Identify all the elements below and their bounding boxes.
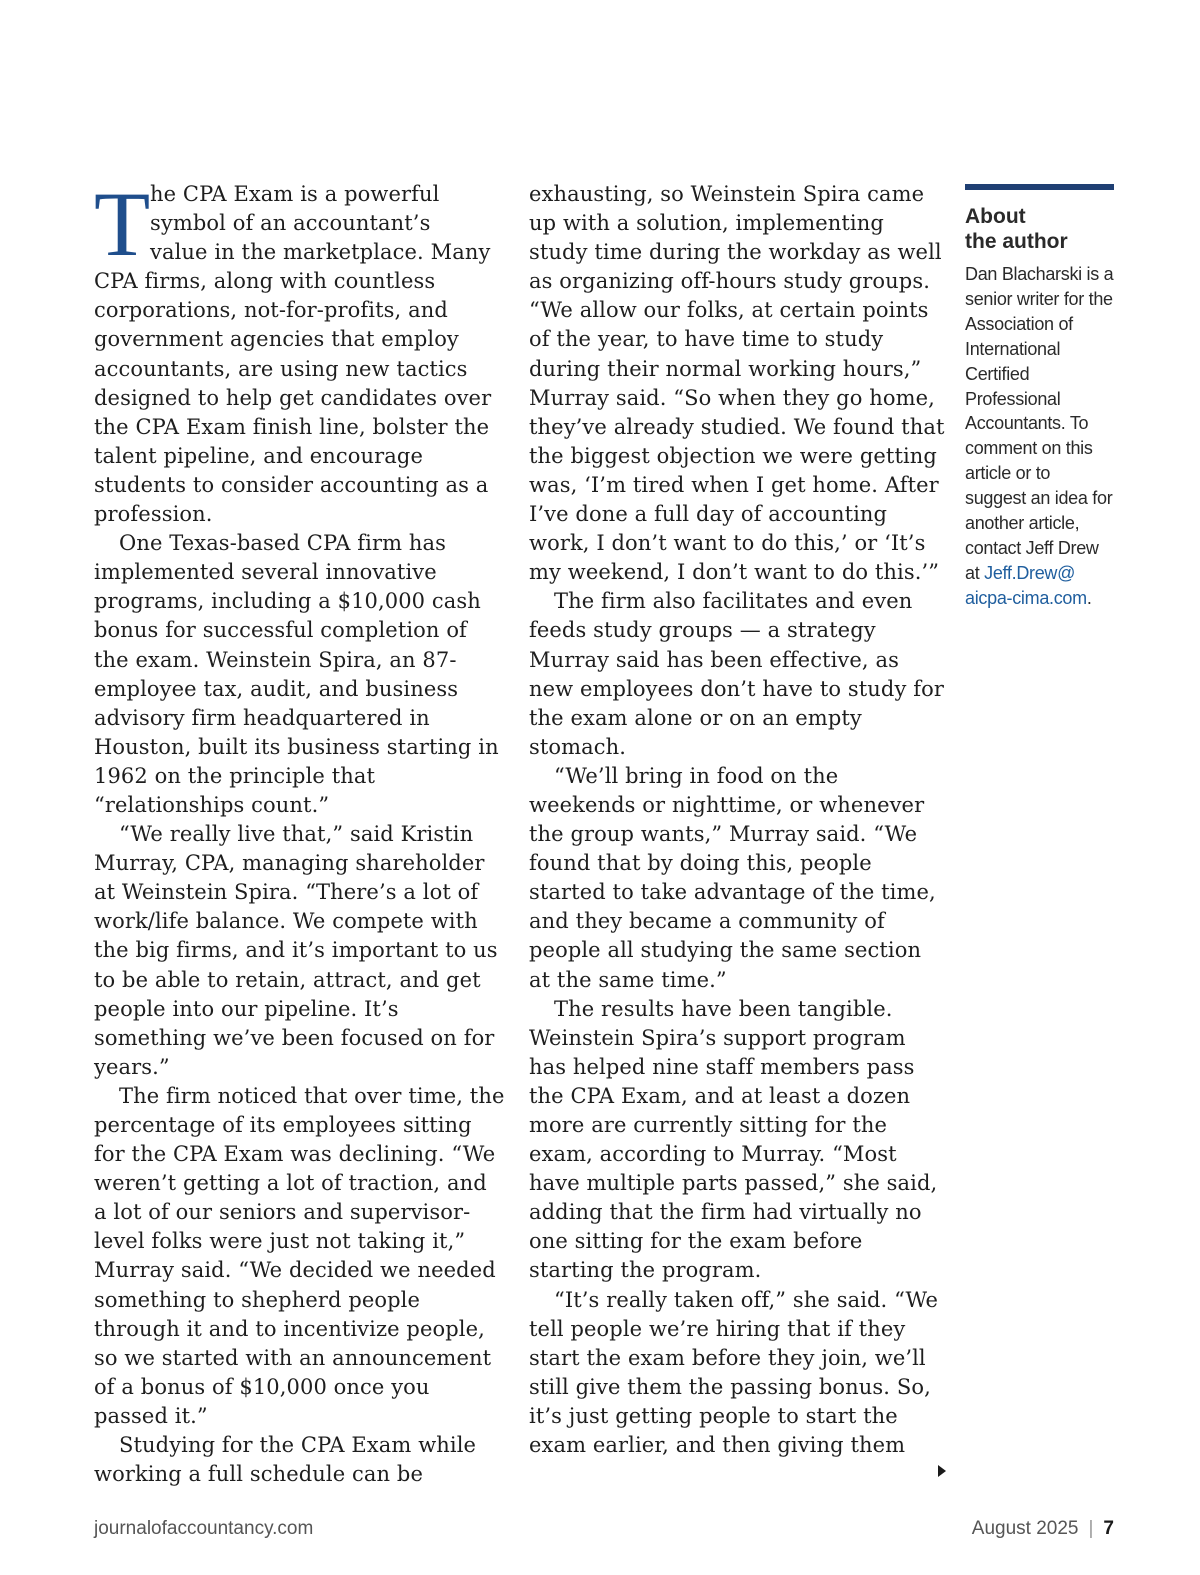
paragraph: “We’ll bring in food on the weekends or nighttime, or whenever the group wants,” Murray said. “We found that by doing this, people started to take advantage of the time, and they became a community of people all studying the same section at the same time.” (529, 763, 936, 992)
footer-site-url: journalofaccountancy.com (94, 1518, 314, 1539)
sidebar-title-line-2: the author (965, 230, 1068, 253)
footer-date: August 2025 (971, 1518, 1079, 1539)
email-part-2: aicpa-cima.com (965, 587, 1087, 608)
footer-page-info (972, 1518, 1114, 1540)
email-period: . (1086, 587, 1092, 608)
paragraph: “It’s really taken off,” she said. “We tell people we’re hiring that if they start the exam before they join, we’ll still give them the passing bonus. So, it’s just getting people to start the exam earlier, and then giving them (529, 1287, 939, 1458)
contact-email-link[interactable] (965, 563, 1087, 608)
continue-arrow-icon (938, 1465, 946, 1477)
footer-separator: | (1088, 1518, 1094, 1539)
drop-cap: T (94, 173, 151, 275)
author-bio: Dan Blacharski is a senior writer for the Association of International Certified Professional Accountants. (965, 264, 1114, 434)
lead-line-1: he CPA Exam is a powerful (150, 182, 440, 206)
paragraph: The firm also facilitates and even feeds study groups — a strategy Murray said has been effective, as new employees don’t have to study for the exam alone or on an empty stomach. (529, 589, 944, 759)
paragraph: The firm noticed that over time, the percentage of its employees sitting for the CPA Exam was declining. “We weren’t getting a lot of traction, and a lot of our seniors and supervisor-level folks were just not taking it,” Murray said. “We decided we needed something to shepherd people through it and to incentivize people, so we started with an announcement of a bonus of $10,000 once you passed it.” (94, 1083, 505, 1428)
page-number: 7 (1103, 1518, 1114, 1539)
about-author-sidebar (965, 184, 1115, 611)
email-part-1: Jeff.Drew@ (984, 562, 1076, 583)
lead-paragraph-tail: CPA firms, along with countless corporations, not-for-profits, and government agencies that employ accountants, are using new tactics designed to help get candidates over the CPA Exam finish line, bolster the talent pipeline, and encourage students to consider accounting as a profession. (94, 269, 492, 527)
comment-prompt: To comment on this article or to suggest an idea for another article, contact Jeff Drew at (965, 413, 1113, 583)
lead-line-2: symbol of an accountant’s (150, 211, 431, 236)
sidebar-rule (965, 184, 1114, 190)
paragraph: “We really live that,” said Kristin Murray, CPA, managing shareholder at Weinstein Spira. “There’s a lot of work/life balance. We compete with the big firms, and it’s important to us to be able to retain, attract, and get people into our pipeline. It’s something we’ve been focused on for years.” (94, 822, 498, 1079)
paragraph: The results have been tangible. Weinstein Spira’s support program has helped nine staff members pass the CPA Exam, and at least a dozen more are currently sitting for the exam, according to Murray. “Most have multiple parts passed,” she said, adding that the firm had virtually no one sitting for the exam before starting the program. (529, 996, 938, 1283)
article-column-right (529, 180, 945, 1460)
lead-paragraph (94, 173, 506, 529)
sidebar-title (965, 204, 1115, 254)
sidebar-title-line-1: About (965, 205, 1026, 228)
paragraph: One Texas-based CPA firm has implemented several innovative programs, including a $10,000 cash bonus for successful completion of the exam. Weinstein Spira, an 87-employee tax, audit, and business advisory firm headquartered in Houston, built its business starting in 1962 on the principle that “relationships count.” (94, 531, 499, 817)
sidebar-body (965, 262, 1115, 611)
paragraph-continuation: exhausting, so Weinstein Spira came up with a solution, implementing study time during the workday as well as organizing off-hours study groups. “We allow our folks, at certain points of the year, to have time to study during their normal working hours,” Murray said. “So when they go home, they’ve already studied. We found that the biggest objection we were getting was, ‘I’m tired when I get home. After I’ve done a full day of accounting work, I don’t want to do this,’ or ‘It’s my weekend, I don’t want to do this.’” (529, 182, 945, 585)
article-column-left (94, 173, 506, 1489)
lead-line-3: value in the marketplace. Many (150, 240, 491, 265)
paragraph: Studying for the CPA Exam while working a full schedule can be (94, 1433, 477, 1487)
